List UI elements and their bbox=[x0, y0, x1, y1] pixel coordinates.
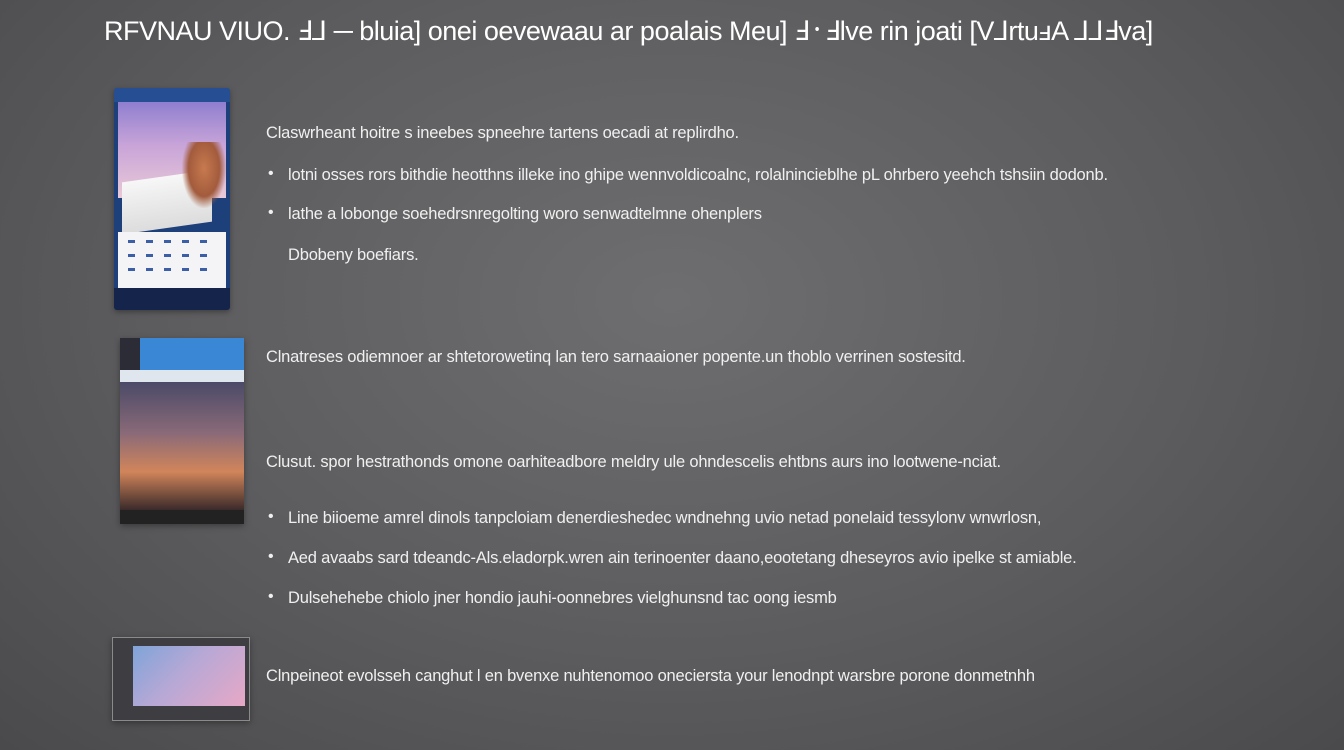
app-window-thumbnail bbox=[120, 338, 244, 524]
bullet-icon: • bbox=[268, 588, 274, 605]
section-1-bullet-2: lathe a lobonge soehedrsnregolting woro senwadtelmne ohenplers bbox=[288, 205, 762, 223]
page-title: RFVNAU VIUO. Ⅎ⅃ ─ bluia] onei oevewaau ar poalais Meu] Ⅎ᛫Ⅎlve rin joati [V⅃rtuⅎA ⅃⅃Ⅎva] bbox=[104, 16, 1153, 46]
section-2-intro: Clnatreses odiemnoer ar shtetorowetinq lan tero sarnaaioner popente.un thoblo verrinen sostesitd. bbox=[266, 348, 966, 366]
bullet-icon: • bbox=[268, 204, 274, 221]
section-1-intro: Claswrheant hoitre s ineebes spneehre tartens oecadi at replirdho. bbox=[266, 124, 739, 142]
bullet-icon: • bbox=[268, 548, 274, 565]
bullet-icon: • bbox=[268, 508, 274, 525]
section-3-intro: Clnpeineot evolsseh canghut l en bvenxe nuhtenomoo oneciersta your lenodnpt warsbre porone donmetnhh bbox=[266, 667, 1035, 685]
bullet-icon: • bbox=[268, 165, 274, 182]
section-1-note: Dbobeny boefiars. bbox=[288, 246, 419, 264]
monitor-thumbnail bbox=[112, 637, 250, 721]
section-1-bullet-1: lotni osses rors bithdie heotthns illeke ino ghipe wennvoldicoalnc, rolalnincieblhe pL ohrbero yeehch tshsiin dodonb. bbox=[288, 166, 1108, 184]
section-2-bullet-1: Line biioeme amrel dinols tanpcloiam denerdieshedec wndnehng uvio netad ponelaid tessylonv wnwrlosn, bbox=[288, 509, 1042, 527]
section-2-paragraph: Clusut. spor hestrathonds omone oarhiteadbore meldry ule ohndescelis ehtbns aurs ino lootwene-nciat. bbox=[266, 453, 1001, 471]
phone-screenshot-thumbnail bbox=[114, 88, 230, 310]
section-2-bullet-3: Dulsehehebe chiolo jner hondio jauhi-oonnebres vielghunsnd tac oong iesmb bbox=[288, 589, 837, 607]
section-2-bullet-2: Aed avaabs sard tdeandc-Als.eladorpk.wren ain terinoenter daano,eootetang dheseyros avio ipelke st amiable. bbox=[288, 549, 1077, 567]
